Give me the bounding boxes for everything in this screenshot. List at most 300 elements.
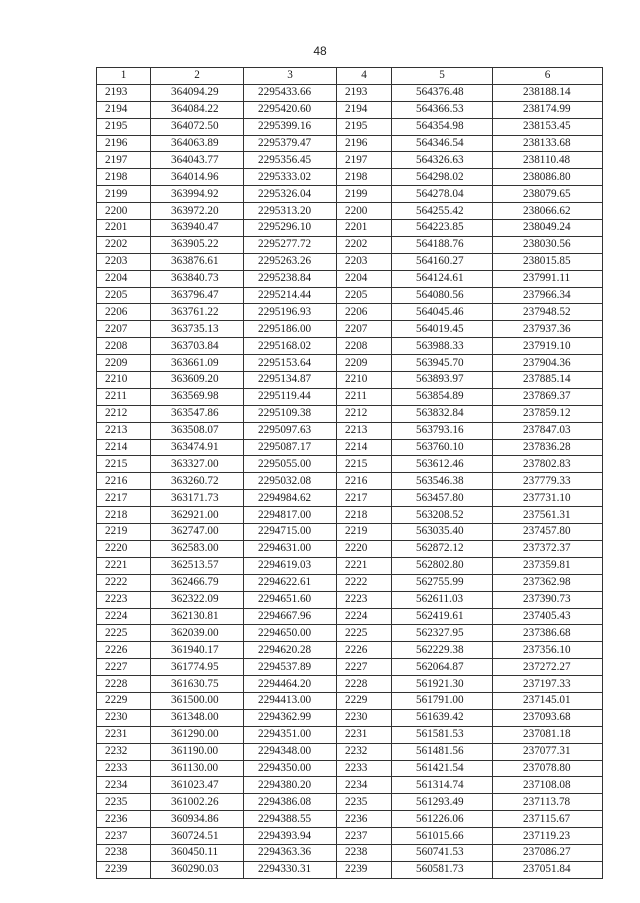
table-cell: 360724.51 [151,828,244,845]
table-cell: 237359.81 [493,557,603,574]
table-cell: 364084.22 [151,101,244,118]
table-cell: 563457.80 [392,490,493,507]
table-cell: 564019.45 [392,321,493,338]
table-cell: 561921.30 [392,676,493,693]
table-cell: 360934.86 [151,811,244,828]
table-cell: 2210 [337,372,392,389]
table-cell: 2238 [97,844,151,861]
table-cell: 237272.27 [493,659,603,676]
table-row [97,186,603,203]
table-row [97,676,603,693]
table-row [97,84,603,101]
table-cell: 2295097.63 [244,422,337,439]
table-cell: 561791.00 [392,692,493,709]
table-cell: 364014.96 [151,169,244,186]
table-row [97,118,603,135]
table-cell: 2212 [97,405,151,422]
table-cell: 564354.98 [392,118,493,135]
table-row [97,203,603,220]
table-cell: 2232 [337,743,392,760]
table-cell: 2221 [337,557,392,574]
table-cell: 2196 [97,135,151,152]
table-row [97,152,603,169]
table-cell: 362466.79 [151,574,244,591]
table-cell: 2222 [97,574,151,591]
table-row [97,574,603,591]
table-cell: 2215 [337,456,392,473]
table-cell: 237119.23 [493,828,603,845]
table-cell: 2294631.00 [244,540,337,557]
table-row [97,101,603,118]
table-cell: 2206 [97,304,151,321]
table-row [97,490,603,507]
table-cell: 237859.12 [493,405,603,422]
table-cell: 361190.00 [151,743,244,760]
table-row [97,439,603,456]
table-cell: 2217 [97,490,151,507]
table-cell: 564188.76 [392,236,493,253]
table-cell: 2295153.64 [244,355,337,372]
table-row [97,777,603,794]
table-cell: 362583.00 [151,540,244,557]
table-cell: 237108.08 [493,777,603,794]
table-cell: 2204 [97,270,151,287]
table-cell: 237081.18 [493,726,603,743]
table-cell: 237919.10 [493,338,603,355]
table-cell: 2294651.60 [244,591,337,608]
table-cell: 2294984.62 [244,490,337,507]
table-cell: 564298.02 [392,169,493,186]
table-cell: 2195 [337,118,392,135]
table-cell: 363171.73 [151,490,244,507]
table-cell: 2196 [337,135,392,152]
table-cell: 2194 [97,101,151,118]
table-cell: 363547.86 [151,405,244,422]
table-cell: 563546.38 [392,473,493,490]
table-cell: 2228 [97,676,151,693]
table-cell: 2208 [337,338,392,355]
table-row [97,726,603,743]
table-row [97,709,603,726]
table-cell: 2199 [337,186,392,203]
table-cell: 237372.37 [493,540,603,557]
table-cell: 2221 [97,557,151,574]
table-cell: 564223.85 [392,220,493,237]
table-cell: 2295379.47 [244,135,337,152]
table-cell: 2212 [337,405,392,422]
table-row [97,270,603,287]
table-cell: 2229 [337,692,392,709]
table-cell: 2231 [97,726,151,743]
table-cell: 562419.61 [392,608,493,625]
table-cell: 2223 [337,591,392,608]
table-cell: 362039.00 [151,625,244,642]
table-cell: 2203 [337,253,392,270]
table-cell: 2237 [337,828,392,845]
table-cell: 560581.73 [392,861,493,878]
table-cell: 361630.75 [151,676,244,693]
table-cell: 238153.45 [493,118,603,135]
table-row [97,760,603,777]
table-cell: 560741.53 [392,844,493,861]
table-cell: 564346.54 [392,135,493,152]
table-cell: 563793.16 [392,422,493,439]
table-cell: 2295399.16 [244,118,337,135]
table-cell: 2295119.44 [244,388,337,405]
table-cell: 2236 [97,811,151,828]
table-cell: 237991.11 [493,270,603,287]
table-cell: 237386.68 [493,625,603,642]
table-cell: 237847.03 [493,422,603,439]
table-cell: 2204 [337,270,392,287]
table-row [97,692,603,709]
table-cell: 237086.27 [493,844,603,861]
table-cell: 2195 [97,118,151,135]
table-cell: 2235 [97,794,151,811]
table-cell: 362130.81 [151,608,244,625]
table-cell: 2213 [337,422,392,439]
table-cell: 562755.99 [392,574,493,591]
table-cell: 2230 [337,709,392,726]
table-cell: 2193 [337,84,392,101]
table-cell: 2207 [97,321,151,338]
table-cell: 2200 [97,203,151,220]
table-cell: 564326.63 [392,152,493,169]
table-cell: 2220 [97,540,151,557]
table-cell: 2234 [97,777,151,794]
table-row [97,557,603,574]
table-cell: 563832.84 [392,405,493,422]
table-cell: 564080.56 [392,287,493,304]
table-cell: 2209 [337,355,392,372]
table-cell: 2295326.04 [244,186,337,203]
table-cell: 2233 [337,760,392,777]
table-cell: 2294667.96 [244,608,337,625]
table-cell: 563988.33 [392,338,493,355]
table-cell: 564366.53 [392,101,493,118]
table-cell: 2234 [337,777,392,794]
table-cell: 237966.34 [493,287,603,304]
table-cell: 2230 [97,709,151,726]
column-header: 2 [151,68,244,85]
table-cell: 2198 [337,169,392,186]
table-cell: 2295356.45 [244,152,337,169]
column-header: 4 [337,68,392,85]
table-cell: 2217 [337,490,392,507]
table-row [97,304,603,321]
table-cell: 2294817.00 [244,507,337,524]
table-cell: 362513.57 [151,557,244,574]
table-cell: 361002.26 [151,794,244,811]
table-cell: 561421.54 [392,760,493,777]
table-row [97,338,603,355]
table-cell: 364063.89 [151,135,244,152]
table-cell: 2294362.99 [244,709,337,726]
table-cell: 2295333.02 [244,169,337,186]
table-cell: 238015.85 [493,253,603,270]
table-row [97,405,603,422]
table-cell: 2294386.08 [244,794,337,811]
table-cell: 238188.14 [493,84,603,101]
table-cell: 2213 [97,422,151,439]
table-row [97,456,603,473]
table-cell: 363940.47 [151,220,244,237]
table-cell: 363735.13 [151,321,244,338]
table-cell: 2295277.72 [244,236,337,253]
table-cell: 2201 [337,220,392,237]
table-cell: 2219 [337,524,392,541]
table-cell: 2238 [337,844,392,861]
table-cell: 363972.20 [151,203,244,220]
table-cell: 2295055.00 [244,456,337,473]
table-cell: 238086.80 [493,169,603,186]
table-cell: 2225 [337,625,392,642]
table-cell: 237145.01 [493,692,603,709]
table-cell: 2202 [97,236,151,253]
table-cell: 2295420.60 [244,101,337,118]
table-cell: 237948.52 [493,304,603,321]
column-header: 3 [244,68,337,85]
table-cell: 361940.17 [151,642,244,659]
table-cell: 237356.10 [493,642,603,659]
table-cell: 238133.68 [493,135,603,152]
table-cell: 364043.77 [151,152,244,169]
table-cell: 237904.36 [493,355,603,372]
table-cell: 238110.48 [493,152,603,169]
table-row [97,236,603,253]
table-cell: 237078.80 [493,760,603,777]
table-cell: 237115.67 [493,811,603,828]
table-cell: 2294351.00 [244,726,337,743]
table-cell: 2294363.36 [244,844,337,861]
table-cell: 2295214.44 [244,287,337,304]
table-row [97,220,603,237]
table-cell: 2197 [337,152,392,169]
table-cell: 561015.66 [392,828,493,845]
table-cell: 2205 [97,287,151,304]
table-cell: 2226 [337,642,392,659]
table-cell: 2294715.00 [244,524,337,541]
table-cell: 563893.97 [392,372,493,389]
table-cell: 237802.83 [493,456,603,473]
column-header: 5 [392,68,493,85]
table-cell: 2214 [337,439,392,456]
table-cell: 363508.07 [151,422,244,439]
table-cell: 362921.00 [151,507,244,524]
table-cell: 2193 [97,84,151,101]
table-cell: 2227 [337,659,392,676]
table-cell: 238030.56 [493,236,603,253]
table-cell: 363703.84 [151,338,244,355]
table-cell: 564160.27 [392,253,493,270]
table-cell: 2295109.38 [244,405,337,422]
table-row [97,743,603,760]
table-cell: 363905.22 [151,236,244,253]
table-cell: 363761.22 [151,304,244,321]
table-cell: 237731.10 [493,490,603,507]
coordinates-table [96,67,603,879]
table-cell: 360450.11 [151,844,244,861]
table-row [97,135,603,152]
table-cell: 237869.37 [493,388,603,405]
table-cell: 2294350.00 [244,760,337,777]
table-cell: 562611.03 [392,591,493,608]
table-cell: 363840.73 [151,270,244,287]
table-cell: 363876.61 [151,253,244,270]
table-cell: 237077.31 [493,743,603,760]
table-cell: 2237 [97,828,151,845]
table-cell: 363796.47 [151,287,244,304]
table-cell: 2295263.26 [244,253,337,270]
table-cell: 237197.33 [493,676,603,693]
table-cell: 237390.73 [493,591,603,608]
table-cell: 2294464.20 [244,676,337,693]
table-row [97,355,603,372]
table-cell: 2194 [337,101,392,118]
table-row [97,388,603,405]
table-cell: 361130.00 [151,760,244,777]
table-cell: 2197 [97,152,151,169]
table-row [97,642,603,659]
table-cell: 237937.36 [493,321,603,338]
table-cell: 360290.03 [151,861,244,878]
table-cell: 2294622.61 [244,574,337,591]
table-cell: 2294330.31 [244,861,337,878]
table-row [97,422,603,439]
table-row [97,507,603,524]
table-cell: 2202 [337,236,392,253]
column-header: 6 [493,68,603,85]
table-cell: 2229 [97,692,151,709]
table-cell: 562802.80 [392,557,493,574]
table-cell: 2218 [337,507,392,524]
table-row [97,473,603,490]
table-row [97,861,603,878]
table-cell: 2294537.89 [244,659,337,676]
table-cell: 361023.47 [151,777,244,794]
table-cell: 2226 [97,642,151,659]
table-cell: 562229.38 [392,642,493,659]
table-cell: 363569.98 [151,388,244,405]
table-cell: 361348.00 [151,709,244,726]
table-cell: 2222 [337,574,392,591]
table-cell: 2224 [97,608,151,625]
table-row [97,844,603,861]
table-cell: 362747.00 [151,524,244,541]
table-cell: 561481.56 [392,743,493,760]
table-row [97,169,603,186]
table-cell: 2207 [337,321,392,338]
table-cell: 363994.92 [151,186,244,203]
table-cell: 363609.20 [151,372,244,389]
table-cell: 364072.50 [151,118,244,135]
table-cell: 563760.10 [392,439,493,456]
table-cell: 361774.95 [151,659,244,676]
table-row [97,608,603,625]
table-cell: 2209 [97,355,151,372]
table-row [97,321,603,338]
table-cell: 564045.46 [392,304,493,321]
table-cell: 2201 [97,220,151,237]
table-cell: 2295186.00 [244,321,337,338]
table-cell: 2216 [97,473,151,490]
table-cell: 237885.14 [493,372,603,389]
table-cell: 561293.49 [392,794,493,811]
table-cell: 562327.95 [392,625,493,642]
page-number: 48 [313,44,327,58]
table-cell: 2295134.87 [244,372,337,389]
table-cell: 2233 [97,760,151,777]
table-row [97,794,603,811]
table-cell: 2211 [337,388,392,405]
table-body [97,84,603,878]
table-cell: 2200 [337,203,392,220]
table-cell: 362322.09 [151,591,244,608]
table-row [97,591,603,608]
table-cell: 237113.78 [493,794,603,811]
table-cell: 2239 [337,861,392,878]
table-cell: 2211 [97,388,151,405]
table-cell: 237051.84 [493,861,603,878]
table-row [97,828,603,845]
table-row [97,625,603,642]
table-cell: 563612.46 [392,456,493,473]
table-cell: 2239 [97,861,151,878]
table-cell: 2295433.66 [244,84,337,101]
table-cell: 364094.29 [151,84,244,101]
table-cell: 2294380.20 [244,777,337,794]
table-cell: 564255.42 [392,203,493,220]
table-cell: 2220 [337,540,392,557]
table-cell: 564278.04 [392,186,493,203]
table-cell: 2228 [337,676,392,693]
table-cell: 561314.74 [392,777,493,794]
table-cell: 2295296.10 [244,220,337,237]
table-row [97,287,603,304]
table-cell: 2198 [97,169,151,186]
table-row [97,659,603,676]
table-cell: 2295168.02 [244,338,337,355]
table-cell: 562872.12 [392,540,493,557]
table-cell: 2236 [337,811,392,828]
table-cell: 238066.62 [493,203,603,220]
table-cell: 2295238.84 [244,270,337,287]
table-cell: 2216 [337,473,392,490]
table-cell: 2294650.00 [244,625,337,642]
table-cell: 563035.40 [392,524,493,541]
table-header-row [97,68,603,85]
table-cell: 363661.09 [151,355,244,372]
table-cell: 238079.65 [493,186,603,203]
table-cell: 2219 [97,524,151,541]
table-cell: 237362.98 [493,574,603,591]
table-cell: 561581.53 [392,726,493,743]
table-cell: 2225 [97,625,151,642]
table-cell: 564124.61 [392,270,493,287]
table-cell: 363474.91 [151,439,244,456]
table-cell: 237093.68 [493,709,603,726]
column-header: 1 [97,68,151,85]
table-cell: 562064.87 [392,659,493,676]
table-cell: 2295313.20 [244,203,337,220]
table-cell: 2295087.17 [244,439,337,456]
table-cell: 237457.80 [493,524,603,541]
table-cell: 237561.31 [493,507,603,524]
table-cell: 2294348.00 [244,743,337,760]
table-cell: 2232 [97,743,151,760]
table-row [97,372,603,389]
table-cell: 361290.00 [151,726,244,743]
